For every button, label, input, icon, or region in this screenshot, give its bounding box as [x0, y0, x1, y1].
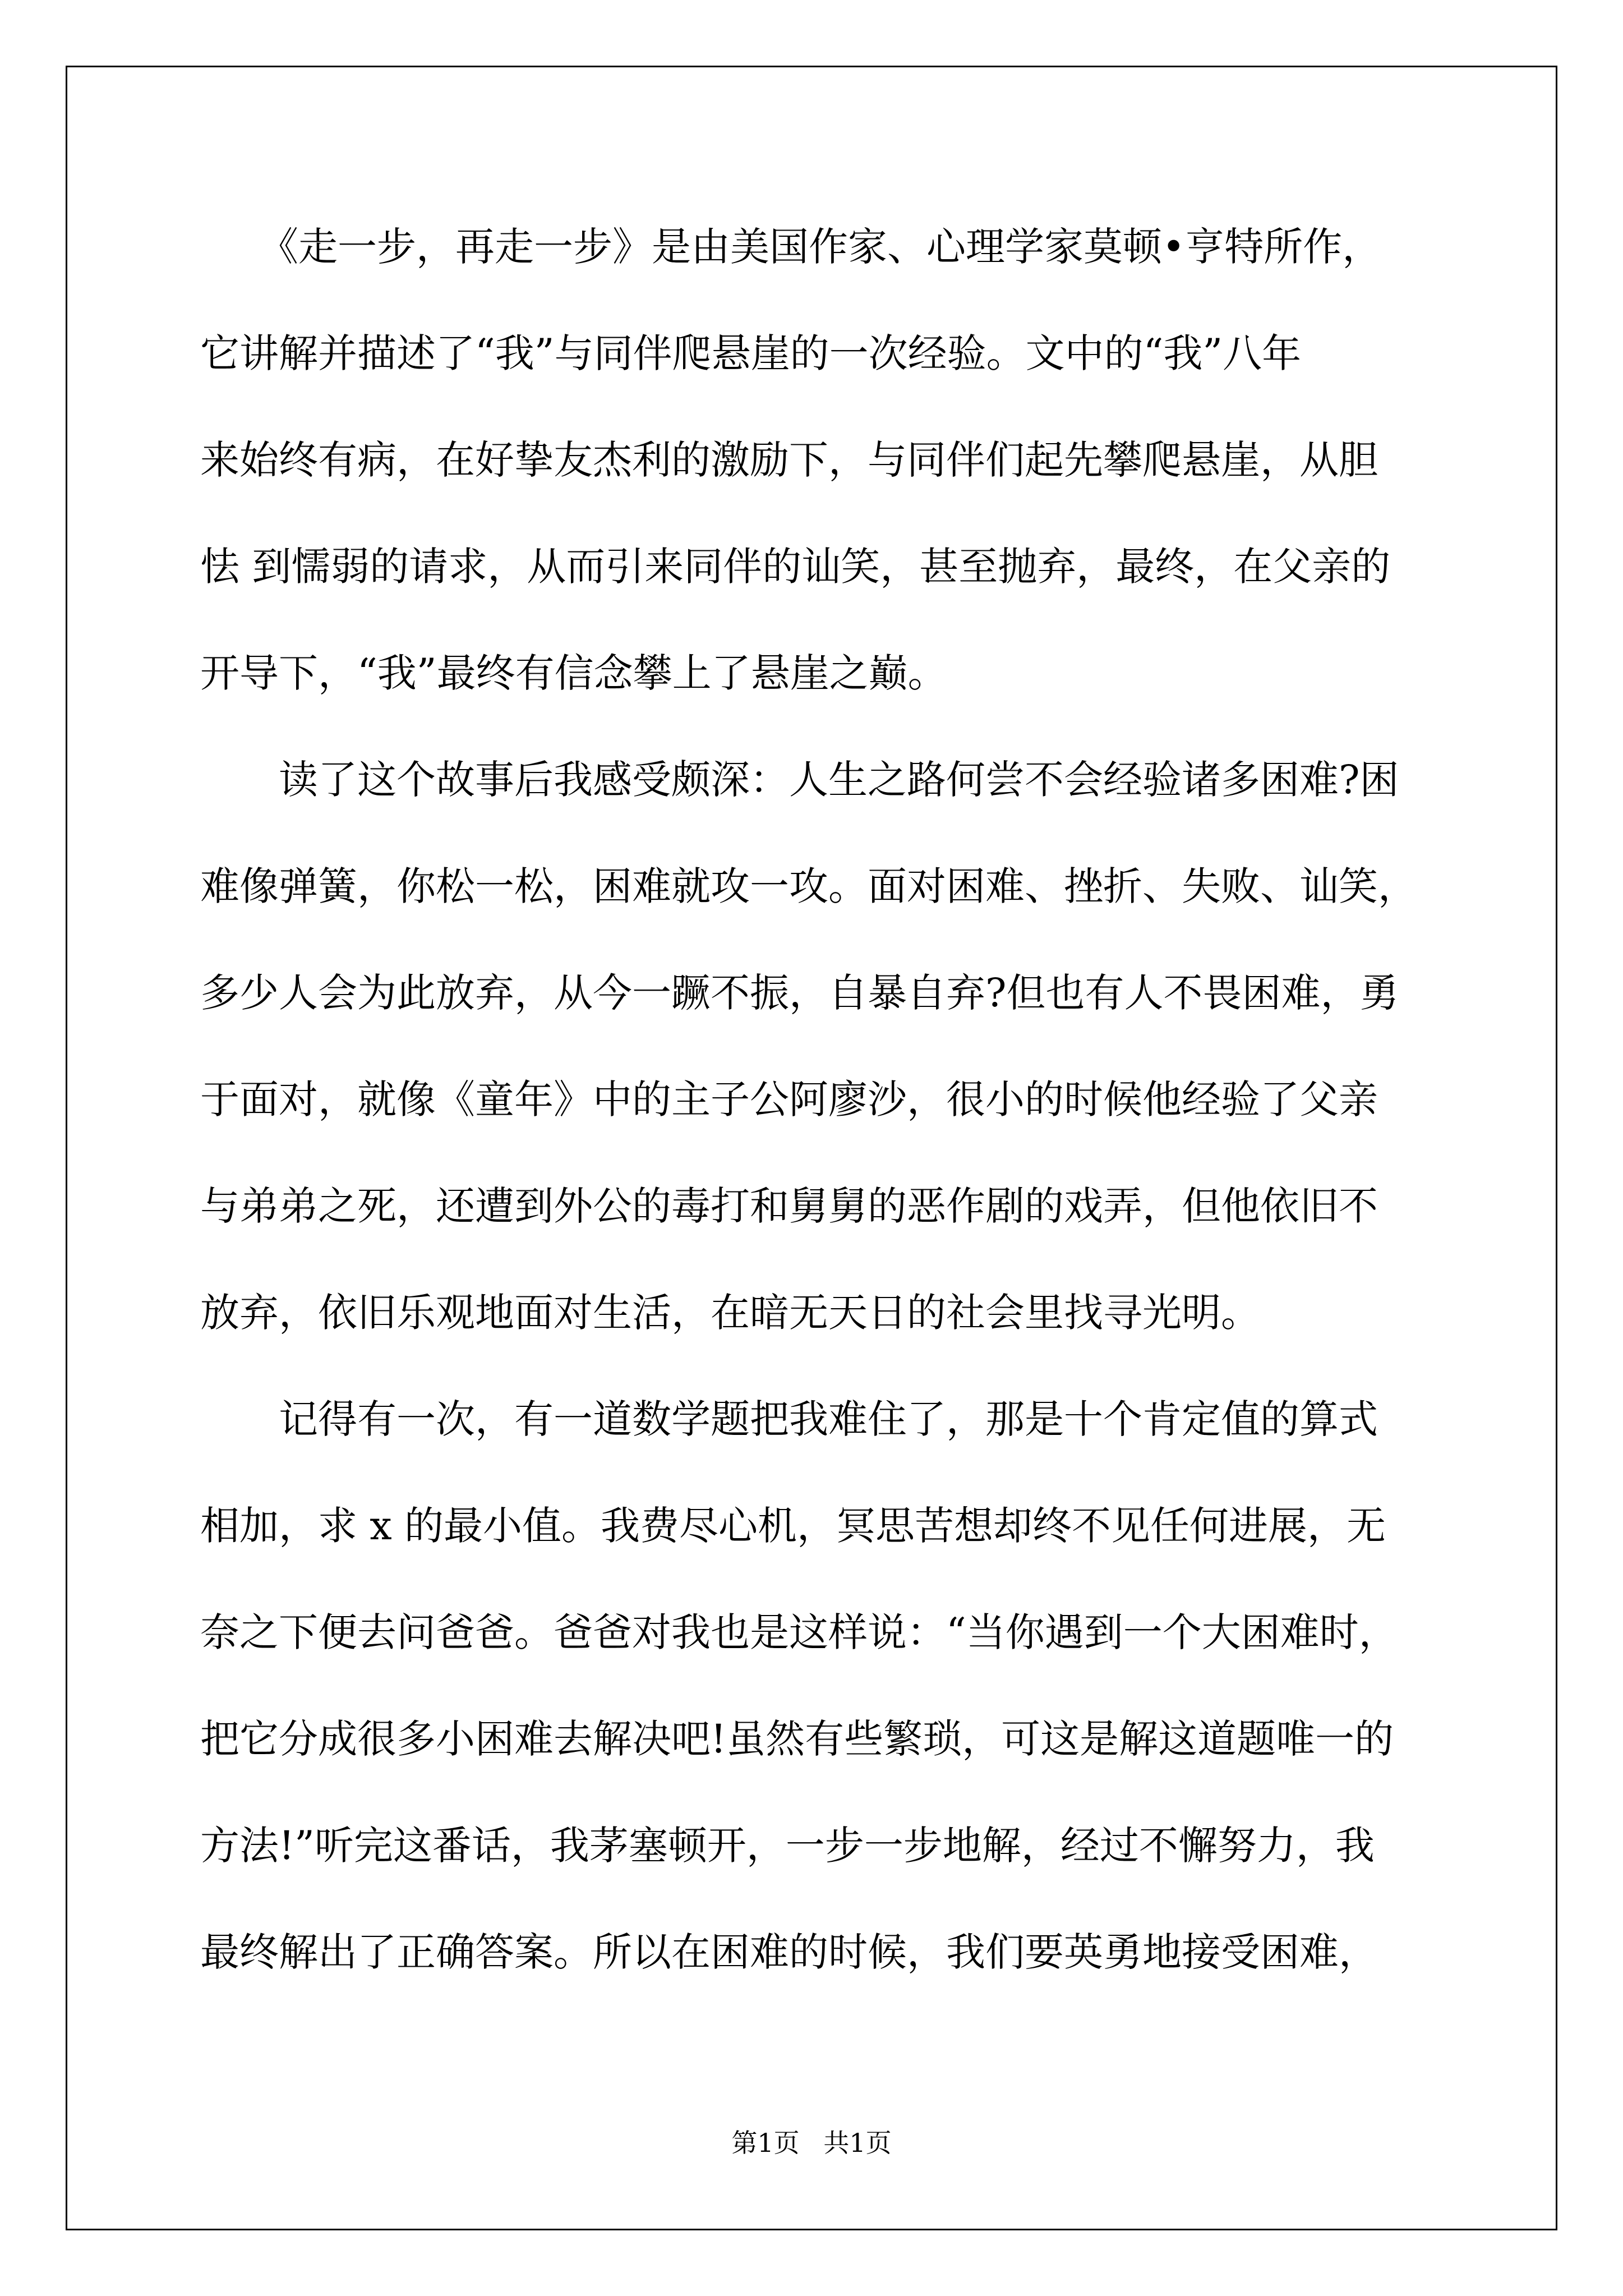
text-line: 开导下，“我”最终有信念攀上了悬崖之巅。	[200, 650, 947, 696]
text-line: 与弟弟之死，还遭到外公的毒打和舅舅的恶作剧的戏弄，但他依旧不	[200, 1183, 1378, 1229]
text-line: 读了这个故事后我感受颇深：人生之路何尝不会经验诸多困难?困	[200, 757, 1399, 803]
text-line: 记得有一次，有一道数学题把我难住了，那是十个肯定值的算式	[200, 1396, 1378, 1442]
page-footer	[0, 2126, 1623, 2160]
text-line: 放弃，依旧乐观地面对生活，在暗无天日的社会里找寻光明。	[200, 1290, 1260, 1336]
page-number: 第1页	[731, 2128, 800, 2158]
text-line: 奈之下便去问爸爸。爸爸对我也是这样说：“当你遇到一个大困难时，	[200, 1609, 1398, 1655]
text-line: 它讲解并描述了“我”与同伴爬悬崖的一次经验。文中的“我”八年	[200, 330, 1302, 376]
text-line: 来始终有病，在好挚友杰利的激励下，与同伴们起先攀爬悬崖，从胆	[200, 437, 1378, 483]
text-line: 最终解出了正确答案。所以在困难的时候，我们要英勇地接受困难，	[200, 1929, 1378, 1975]
text-line: 怯 到懦弱的请求，从而引来同伴的讪笑，甚至抛弃，最终，在父亲的	[200, 544, 1391, 590]
text-line: 多少人会为此放弃，从今一蹶不振，自暴自弃?但也有人不畏困难，勇	[200, 970, 1399, 1016]
text-line: 《走一步，再走一步》是由美国作家、心理学家莫顿•亨特所作，	[200, 224, 1382, 270]
text-line: 难像弹簧，你松一松，困难就攻一攻。面对困难、挫折、失败、讪笑，	[200, 863, 1417, 909]
page-total: 共1页	[823, 2128, 892, 2158]
text-line: 相加，求 x 的最小值。我费尽心机，冥思苦想却终不见任何进展，无	[200, 1503, 1386, 1549]
text-line: 于面对，就像《童年》中的主子公阿廖沙，很小的时候他经验了父亲	[200, 1076, 1378, 1122]
text-line: 把它分成很多小困难去解决吧!虽然有些繁琐，可这是解这道题唯一的	[200, 1716, 1394, 1762]
document-body	[200, 213, 1428, 2025]
text-line: 方法!”听完这番话，我茅塞顿开，一步一步地解，经过不懈努力，我	[200, 1823, 1375, 1869]
